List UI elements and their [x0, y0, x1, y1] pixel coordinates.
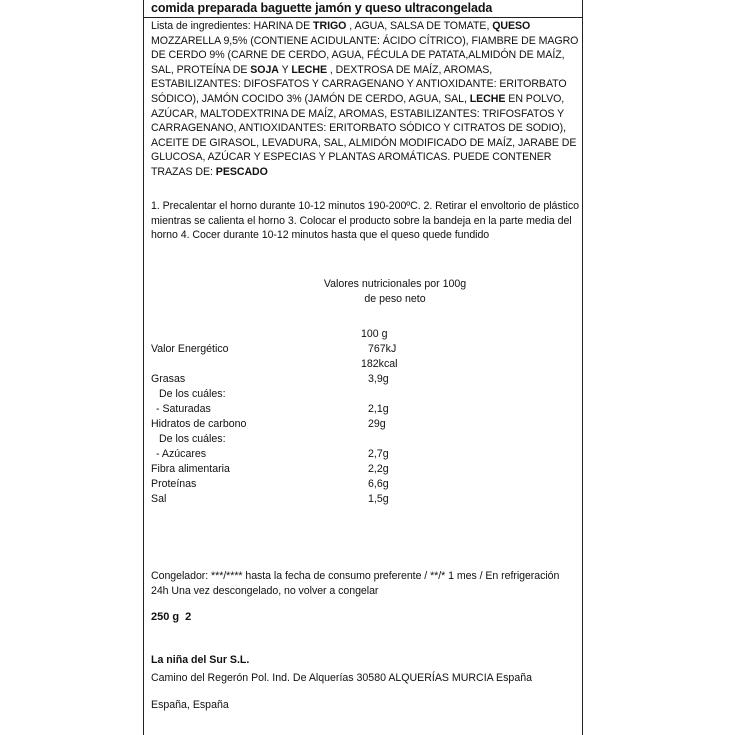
nutrition-row [151, 462, 451, 477]
ingredient-text: Y [278, 63, 292, 76]
nutrient-name: Sal [151, 493, 167, 505]
nutrition-row [151, 447, 451, 462]
nutrition-row [151, 342, 451, 357]
nutrient-value: 1,5g [368, 493, 389, 505]
nutrient-name: De los cuáles: [159, 388, 226, 400]
company-address: Camino del Regerón Pol. Ind. De Alquerías 30580 ALQUERÍAS MURCIA España [151, 671, 532, 684]
ingredient-text: EN POLVO, AZÚCAR, MALTODEXTRINA DE MAÍZ, AROMAS, ESTABILIZANTES: TRIFOSFATOS Y CARRAGENANO, ANTIOXIDANTES: ERITORBATO SÓDICO Y CITRATOS DE SODIO), ACEITE DE GIRASOL, LEVADURA, SAL, ALMIDÓN MODIFICADO DE MAÍZ, JARABE DE GLUCOSA, AZÚCAR Y ESPECIAS Y PLANTAS AROMÁTICAS. PUEDE CONTENER TRAZAS DE: [151, 92, 577, 178]
ingredient-text: MOZZARELLA 9,5% (CONTIENE ACIDULANTE: ÁCIDO CÍTRICO), FIAMBRE DE MAGRO DE CERDO 9% (CARNE DE CERDO, AGUA, FÉCULA DE PATATA,ALMIDÓN DE MAÍZ, SAL, PROTEÍNA DE [151, 34, 579, 76]
nutrition-column-header [151, 327, 451, 342]
nutrient-name: Valor Energético [151, 343, 229, 355]
nutrient-value: 2,2g [368, 463, 389, 475]
nutrient-name: De los cuáles: [159, 433, 226, 445]
nutrient-value: 2,1g [368, 403, 389, 415]
nutrition-row [151, 387, 451, 402]
preparation-instructions: 1. Precalentar el horno durante 10-12 minutos 190-200ºC. 2. Retirar el envoltorio de plástico mientras se calienta el horno 3. Colocar el producto sobre la bandeja en la parte media del horno 4. Cocer durante 10-12 minutos hasta que el queso quede fundido [151, 200, 579, 242]
nutrient-name: - Saturadas [156, 403, 211, 415]
title-divider [143, 17, 583, 18]
ingredient-text: , AGUA, SALSA DE TOMATE, [346, 20, 493, 32]
origin-country: España, España [151, 699, 229, 711]
allergen-highlight: PESCADO [215, 165, 268, 178]
nutrient-name: - Azúcares [156, 448, 207, 460]
ingredient-text: , DEXTROSA DE MAÍZ, AROMAS, ESTABILIZANTES: DIFOSFATOS Y CARRAGENANO Y ANTIOXIDANTE: ERITORBATO SÓDICO), JAMÓN COCIDO 3% (JAMÓN DE CERDO, AGUA, SAL, [151, 63, 567, 105]
nutrition-row [151, 357, 451, 372]
nutrition-row [151, 492, 451, 507]
nutrition-row [151, 417, 451, 432]
nutrient-value: 6,6g [368, 478, 389, 490]
nutrient-value: 3,9g [368, 373, 389, 385]
nutrition-row [151, 432, 451, 447]
ingredients-list [151, 19, 579, 180]
nutrition-row [151, 402, 451, 417]
nutrient-value: 29g [368, 418, 386, 430]
nutrition-row [151, 477, 451, 492]
allergen-highlight: LECHE [291, 63, 327, 76]
net-weight-value: 250 g [151, 611, 180, 623]
storage-instructions: Congelador: ***/**** hasta la fecha de consumo preferente / **/* 1 mes / En refrigeración 24h Una vez descongelado, no volver a congelar [151, 570, 560, 597]
allergen-highlight: QUESO [492, 20, 531, 32]
nutrient-name: Hidratos de carbono [151, 418, 247, 430]
nutrient-name: Grasas [151, 373, 186, 385]
nutrient-value: 2,7g [368, 448, 389, 460]
product-title: comida preparada baguette jamón y queso ultracongelada [151, 1, 493, 15]
nutrition-header: Valores nutricionales por 100g de peso neto [323, 278, 467, 305]
net-weight [151, 611, 191, 623]
nutrition-column-label: 100 g [361, 328, 388, 340]
allergen-highlight: LECHE [469, 92, 506, 105]
nutrient-name: Fibra alimentaria [151, 463, 230, 475]
nutrition-table [151, 327, 451, 507]
nutrient-value: 767kJ [368, 343, 397, 355]
company-info [151, 652, 581, 687]
nutrient-name: Proteínas [151, 478, 197, 490]
nutrition-row [151, 372, 451, 387]
allergen-highlight: SOJA [250, 63, 279, 76]
ingredient-text: Lista de ingredientes: HARINA DE [151, 20, 314, 32]
allergen-highlight: TRIGO [313, 20, 347, 32]
unit-count: 2 [185, 611, 192, 623]
company-name: La niña del Sur S.L. [151, 654, 250, 666]
nutrient-value: 182kcal [361, 358, 398, 370]
